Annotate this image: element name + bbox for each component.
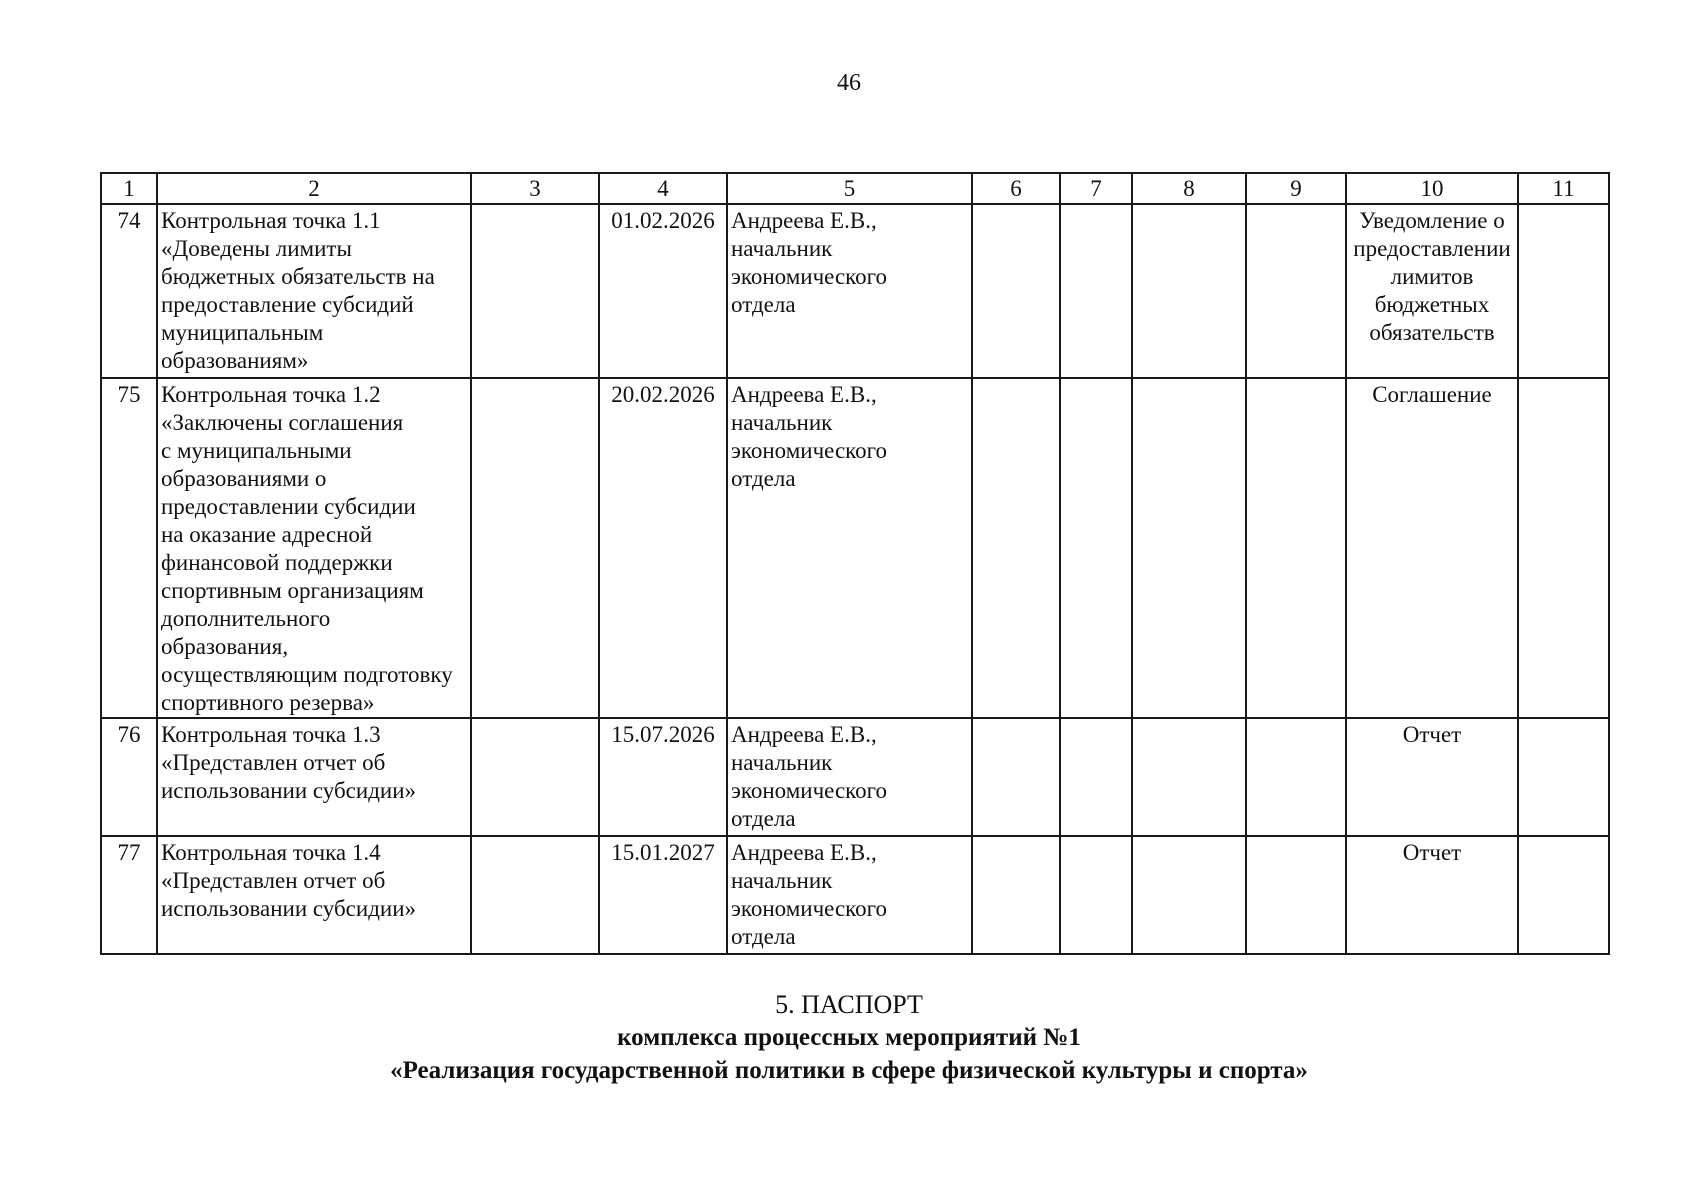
- column-header: 9: [1246, 173, 1346, 204]
- responsible-line: отдела: [731, 806, 796, 831]
- control-point-name-line: финансовой поддержки: [161, 550, 393, 575]
- responsible-line: начальник: [731, 750, 833, 775]
- control-point-name-cell: [157, 836, 471, 954]
- responsible-line: отдела: [731, 292, 796, 317]
- document-type-line: лимитов: [1390, 264, 1474, 289]
- control-point-name-line: образованиями о: [161, 466, 327, 491]
- empty-cell-col7: [1060, 718, 1132, 836]
- empty-cell-col6: [972, 718, 1060, 836]
- document-type-line: Отчет: [1402, 840, 1462, 865]
- control-points-table: [100, 172, 1610, 955]
- empty-cell-col3: [471, 378, 599, 718]
- empty-cell-col6: [972, 836, 1060, 954]
- document-type-line: Отчет: [1402, 722, 1462, 747]
- document-type-line: обязательств: [1369, 320, 1495, 345]
- control-point-name-line: образованиям»: [161, 348, 309, 373]
- responsible-line: отдела: [731, 466, 796, 491]
- control-point-name-line: бюджетных обязательств на: [161, 264, 435, 289]
- control-point-name-line: «Доведены лимиты: [161, 236, 352, 261]
- control-point-name-line: муниципальным: [161, 320, 324, 345]
- responsible-line: Андреева Е.В.,: [731, 382, 877, 407]
- responsible-cell: [727, 836, 972, 954]
- control-point-name-line: предоставлении субсидии: [161, 494, 416, 519]
- control-point-name-cell: [157, 718, 471, 836]
- responsible-line: экономического: [731, 778, 888, 803]
- responsible-line: Андреева Е.В.,: [731, 722, 877, 747]
- control-point-name-line: образования,: [161, 634, 289, 659]
- empty-cell-col8: [1132, 718, 1246, 836]
- empty-cell-col3: [471, 836, 599, 954]
- responsible-cell: [727, 204, 972, 378]
- row-number-cell: 75: [101, 378, 157, 718]
- control-point-name-line: дополнительного: [161, 606, 331, 631]
- responsible-line: начальник: [731, 868, 833, 893]
- column-header: 2: [157, 173, 471, 204]
- table-row: [101, 378, 1609, 718]
- empty-cell-col11: [1518, 204, 1609, 378]
- date-cell: 15.01.2027: [599, 836, 727, 954]
- document-type-line: Соглашение: [1372, 382, 1492, 407]
- document-type-line: бюджетных: [1374, 292, 1490, 317]
- empty-cell-col9: [1246, 378, 1346, 718]
- control-point-name-cell: [157, 204, 471, 378]
- responsible-line: Андреева Е.В.,: [731, 840, 877, 865]
- empty-cell-col9: [1246, 718, 1346, 836]
- document-type-cell: [1346, 718, 1518, 836]
- section-subheading: комплекса процессных мероприятий №1: [617, 1024, 1081, 1051]
- table-row: [101, 718, 1609, 836]
- empty-cell-col8: [1132, 836, 1246, 954]
- row-number-cell: 76: [101, 718, 157, 836]
- column-header: 5: [727, 173, 972, 204]
- column-header: 3: [471, 173, 599, 204]
- empty-cell-col11: [1518, 378, 1609, 718]
- section-title: «Реализация государственной политики в сфере физической культуры и спорта»: [390, 1057, 1308, 1084]
- section-title-block: [0, 988, 1698, 1087]
- control-point-name-line: использовании субсидии»: [161, 778, 417, 803]
- responsible-line: экономического: [731, 264, 888, 289]
- empty-cell-col6: [972, 378, 1060, 718]
- control-point-name-line: Контрольная точка 1.2: [161, 382, 381, 407]
- date-cell: 20.02.2026: [599, 378, 727, 718]
- empty-cell-col9: [1246, 204, 1346, 378]
- column-header: 10: [1346, 173, 1518, 204]
- control-point-name-line: «Представлен отчет об: [161, 750, 386, 775]
- control-point-name-cell: [157, 378, 471, 718]
- control-point-name-line: «Представлен отчет об: [161, 868, 386, 893]
- responsible-line: отдела: [731, 924, 796, 949]
- column-header: 8: [1132, 173, 1246, 204]
- responsible-line: экономического: [731, 896, 888, 921]
- column-header: 6: [972, 173, 1060, 204]
- empty-cell-col8: [1132, 204, 1246, 378]
- column-header: 11: [1518, 173, 1609, 204]
- document-type-cell: [1346, 204, 1518, 378]
- empty-cell-col3: [471, 204, 599, 378]
- control-point-name-line: спортивным организациям: [161, 578, 424, 603]
- control-point-name-line: Контрольная точка 1.4: [161, 840, 381, 865]
- table-header-row: [101, 173, 1609, 204]
- empty-cell-col11: [1518, 836, 1609, 954]
- control-point-name-line: на оказание адресной: [161, 522, 373, 547]
- section-heading: 5. ПАСПОРТ: [775, 990, 923, 1019]
- table-row: [101, 204, 1609, 378]
- column-header: 1: [101, 173, 157, 204]
- empty-cell-col7: [1060, 204, 1132, 378]
- empty-cell-col7: [1060, 836, 1132, 954]
- column-header: 4: [599, 173, 727, 204]
- control-point-name-line: использовании субсидии»: [161, 896, 417, 921]
- table-row: [101, 836, 1609, 954]
- control-point-name-line: спортивного резерва»: [161, 690, 375, 715]
- control-point-name-line: осуществляющим подготовку: [161, 662, 453, 687]
- document-type-cell: [1346, 836, 1518, 954]
- empty-cell-col7: [1060, 378, 1132, 718]
- control-point-name-line: предоставление субсидий: [161, 292, 414, 317]
- responsible-cell: [727, 718, 972, 836]
- control-point-name-line: Контрольная точка 1.1: [161, 208, 381, 233]
- page-number: 46: [837, 70, 861, 96]
- control-point-name-line: «Заключены соглашения: [161, 410, 404, 435]
- empty-cell-col3: [471, 718, 599, 836]
- empty-cell-col8: [1132, 378, 1246, 718]
- empty-cell-col6: [972, 204, 1060, 378]
- responsible-line: Андреева Е.В.,: [731, 208, 877, 233]
- document-type-line: Уведомление о: [1359, 208, 1505, 233]
- date-cell: 01.02.2026: [599, 204, 727, 378]
- empty-cell-col9: [1246, 836, 1346, 954]
- empty-cell-col11: [1518, 718, 1609, 836]
- document-type-cell: [1346, 378, 1518, 718]
- responsible-line: начальник: [731, 236, 833, 261]
- responsible-line: экономического: [731, 438, 888, 463]
- document-type-line: предоставлении: [1353, 236, 1511, 261]
- row-number-cell: 77: [101, 836, 157, 954]
- column-header: 7: [1060, 173, 1132, 204]
- control-point-name-line: с муниципальными: [161, 438, 352, 463]
- row-number-cell: 74: [101, 204, 157, 378]
- responsible-cell: [727, 378, 972, 718]
- responsible-line: начальник: [731, 410, 833, 435]
- date-cell: 15.07.2026: [599, 718, 727, 836]
- control-point-name-line: Контрольная точка 1.3: [161, 722, 381, 747]
